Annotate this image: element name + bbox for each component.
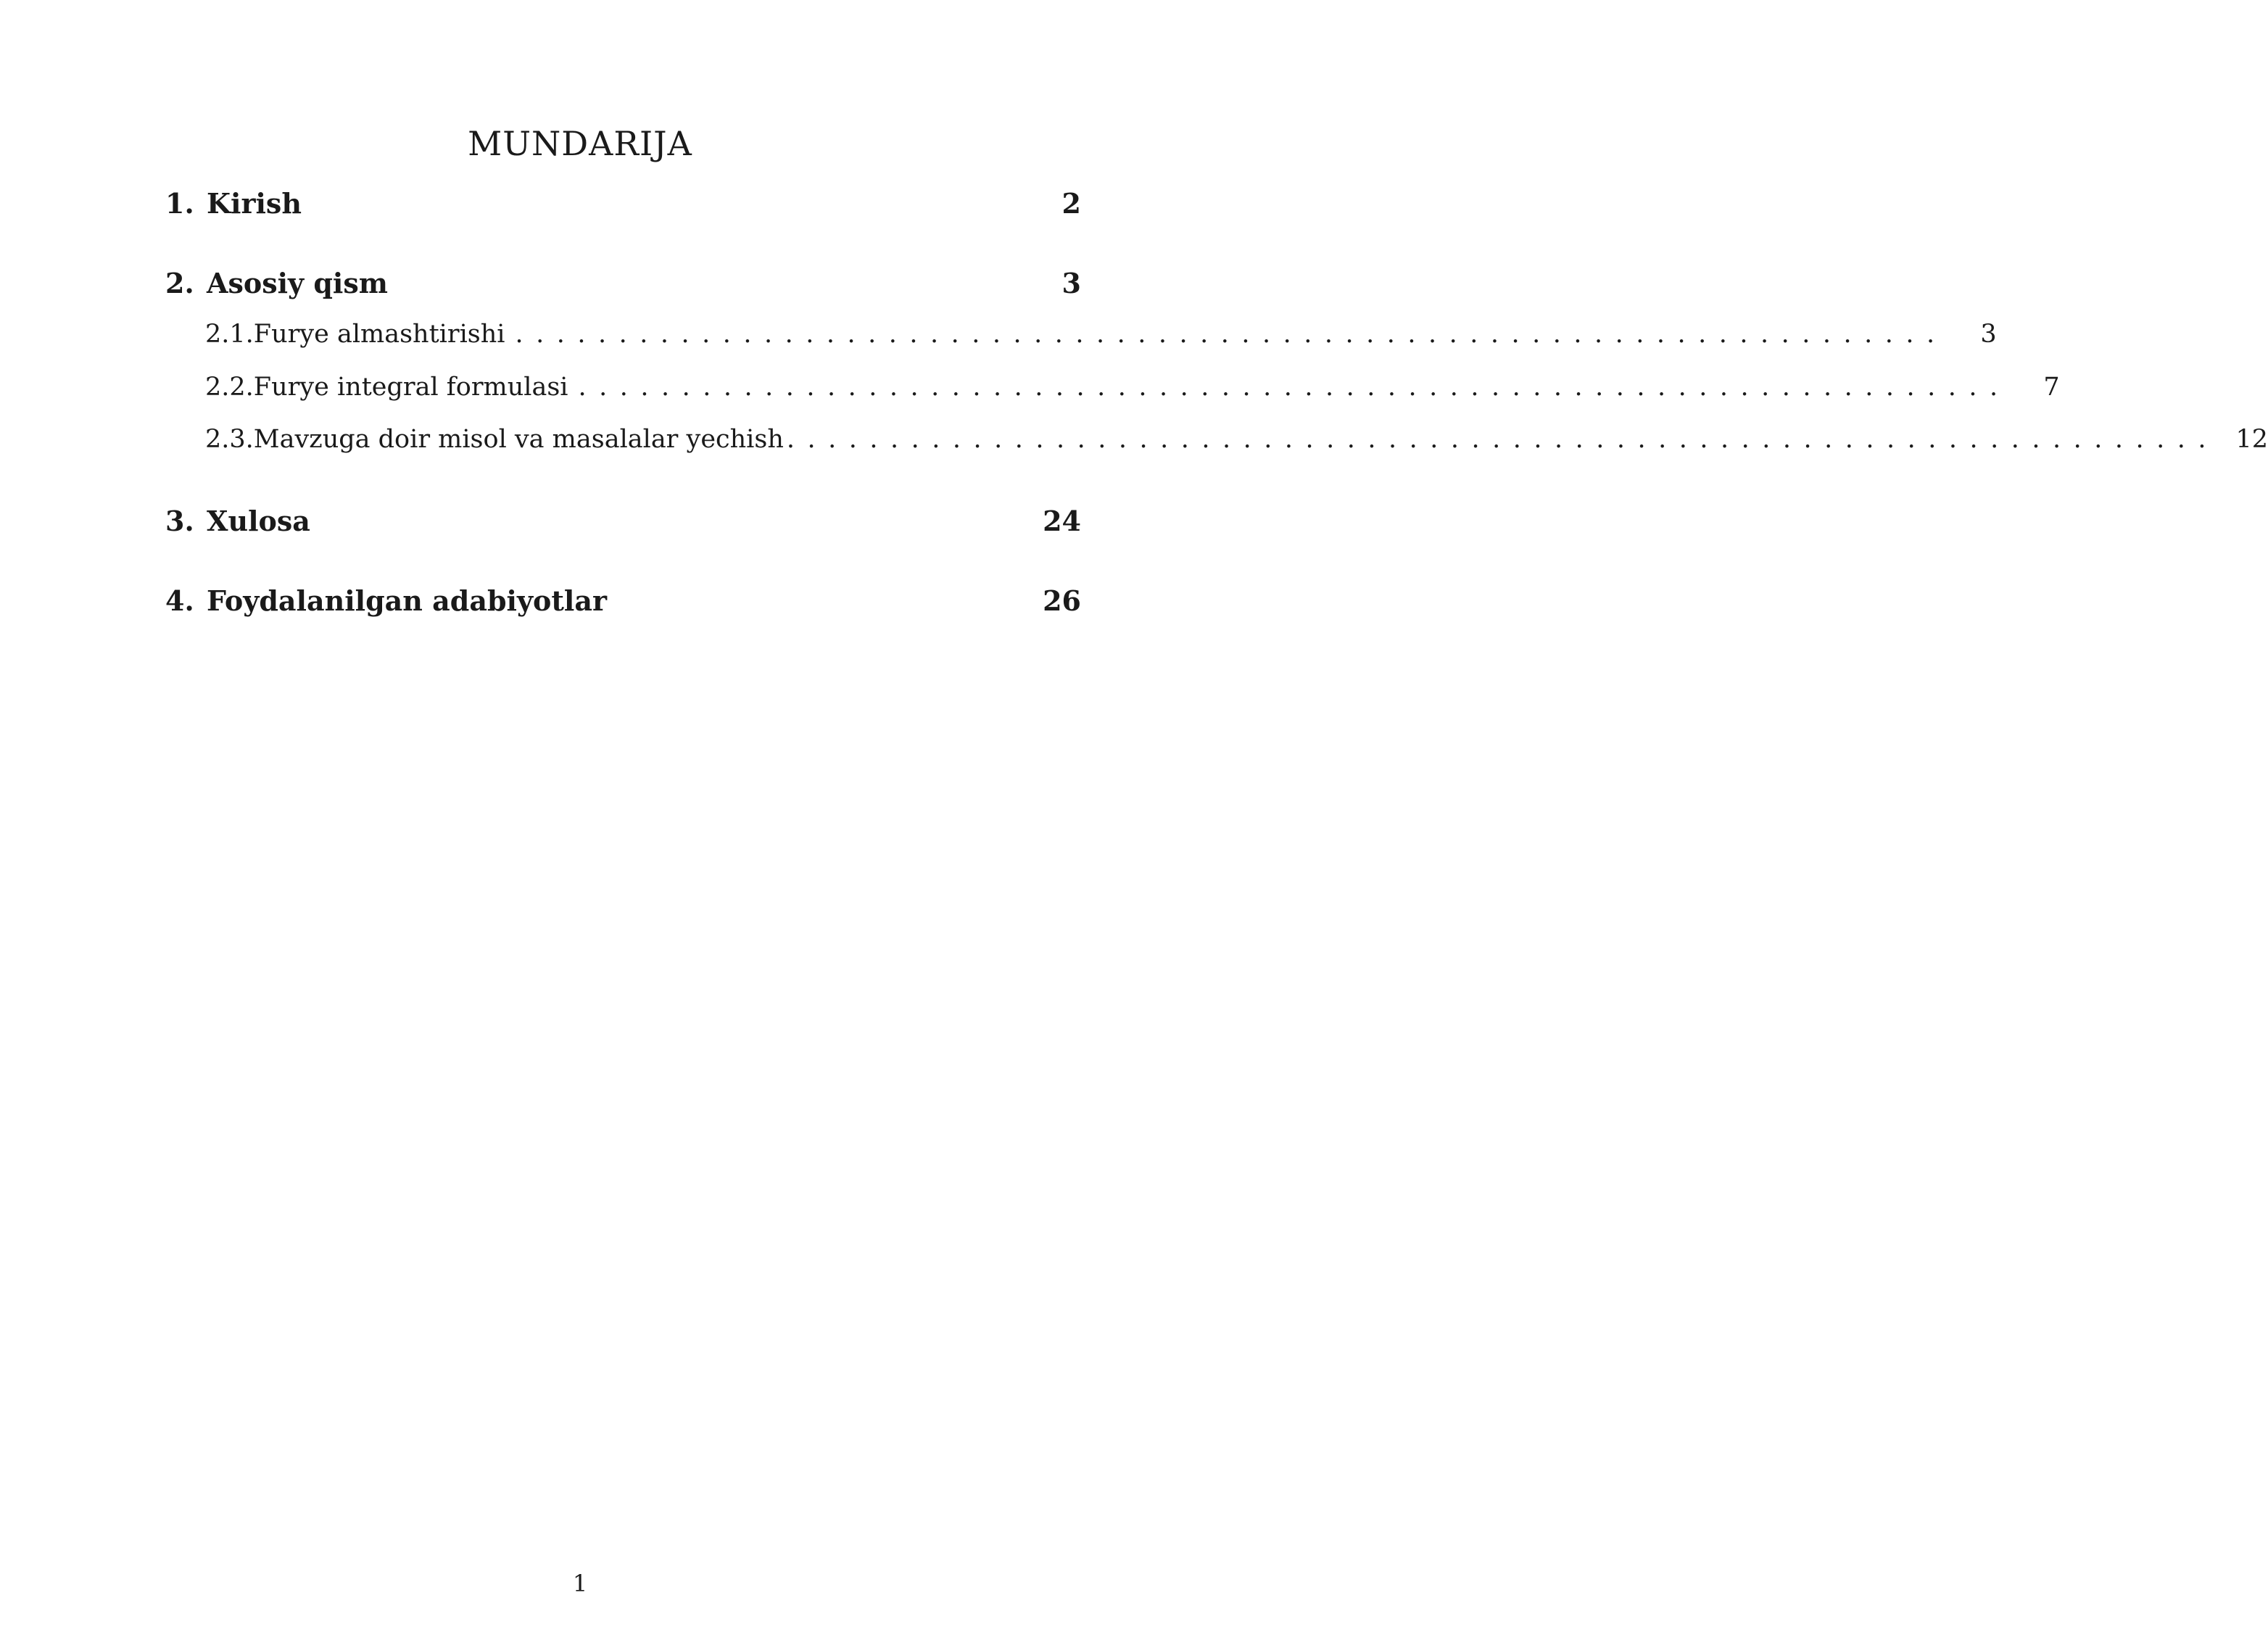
toc-entry-foydalanilgan-adabiyotlar[interactable]	[165, 584, 1081, 625]
toc-leader-dots: .....................................................................	[578, 373, 2011, 402]
toc-leader-dots: .....................................................................	[515, 320, 1948, 349]
toc-entry-title: Foydalanilgan adabiyotlar	[207, 584, 608, 617]
toc-entry-page: 12	[2235, 425, 2268, 454]
toc-entry-number: 2.3.	[205, 425, 254, 454]
toc-entry-number: 2.1.	[205, 320, 254, 349]
page-title: MUNDARIJA	[468, 123, 692, 163]
toc-entry-kirish[interactable]	[165, 187, 1081, 228]
toc-entry-page: 3	[1061, 267, 1081, 299]
toc-entry-number: 2.	[165, 267, 194, 299]
toc-entry-page: 2	[1061, 187, 1081, 220]
toc-entry-asosiy-qism[interactable]	[165, 267, 1081, 307]
toc-entry-title: Mavzuga doir misol va masalalar yechish	[253, 425, 784, 454]
toc-entry-number: 4.	[165, 584, 194, 617]
toc-entry-number: 1.	[165, 187, 194, 220]
toc-entry-number: 3.	[165, 505, 194, 537]
toc-entry-page: 3	[1980, 320, 1997, 349]
toc-entry-mavzuga-doir-misol[interactable]	[205, 425, 2268, 465]
toc-entry-xulosa[interactable]	[165, 505, 1081, 545]
page-number: 1	[572, 1570, 588, 1597]
toc-entry-title: Asosiy qism	[207, 267, 388, 299]
toc-entry-page: 24	[1043, 505, 1081, 537]
toc-entry-page: 7	[2043, 373, 2060, 402]
toc-entry-page: 26	[1043, 584, 1081, 617]
toc-entry-furye-almashtirishi[interactable]	[205, 320, 1997, 360]
toc-entry-title: Kirish	[207, 187, 302, 220]
toc-entry-title: Furye almashtirishi	[253, 320, 505, 349]
toc-leader-dots: .....................................................................	[786, 425, 2219, 454]
toc-entry-furye-integral-formulasi[interactable]	[205, 373, 2060, 413]
toc-entry-title: Xulosa	[207, 505, 310, 537]
toc-entry-number: 2.2.	[205, 373, 254, 402]
toc-entry-title: Furye integral formulasi	[253, 373, 568, 402]
